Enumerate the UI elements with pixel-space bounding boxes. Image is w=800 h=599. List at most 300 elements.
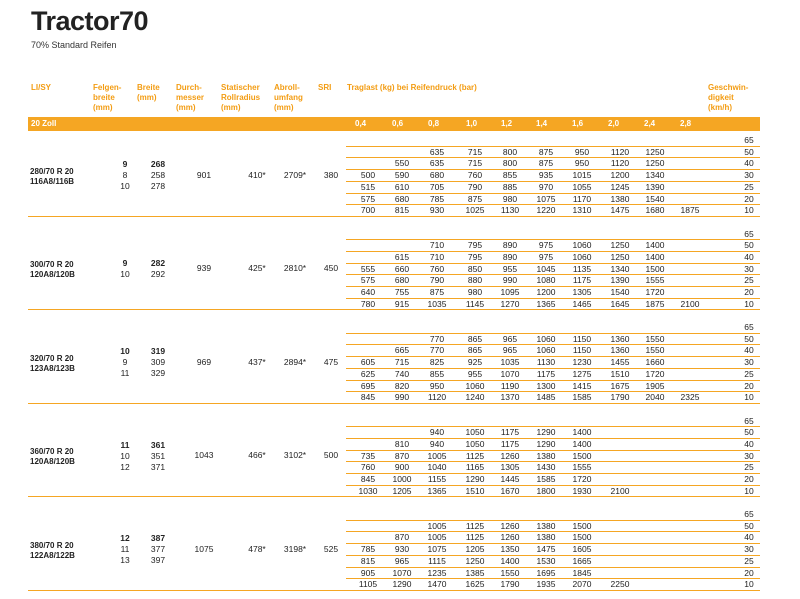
load-cell: 1720 <box>645 287 665 297</box>
header-width-line: (mm) <box>137 93 157 102</box>
load-cell: 870 <box>394 532 410 543</box>
header-circumference-line: Abroll- <box>274 83 300 92</box>
load-cell: 1250 <box>610 240 630 251</box>
rim-width-value: 9 <box>122 357 128 368</box>
speed-cell: 65 <box>744 135 754 145</box>
load-cell: 1205 <box>465 544 485 555</box>
speed-cell: 30 <box>744 544 754 555</box>
header-width <box>137 83 160 103</box>
table-row <box>0 321 800 333</box>
load-cell: 605 <box>360 357 376 368</box>
load-cell: 665 <box>394 345 410 356</box>
load-cell: 2250 <box>610 579 630 590</box>
load-cell: 1120 <box>610 158 630 169</box>
diameter-value: 1043 <box>194 450 214 461</box>
load-cell: 760 <box>467 170 483 181</box>
header-speed <box>708 83 748 113</box>
load-cell: 1720 <box>572 474 592 484</box>
load-cell: 1465 <box>572 298 592 309</box>
speed-cell: 10 <box>744 485 754 496</box>
load-cell: 1240 <box>465 392 485 403</box>
load-cell: 1235 <box>427 567 447 578</box>
load-cell: 2325 <box>680 392 700 403</box>
load-cell: 1390 <box>610 275 630 286</box>
load-cell: 1445 <box>500 474 520 484</box>
load-cell: 755 <box>394 287 410 297</box>
load-cell: 1290 <box>465 474 485 484</box>
pressure-label: 1,2 <box>501 119 513 128</box>
header-diameter-line: (mm) <box>176 103 196 112</box>
section-width-value: 319 <box>150 346 166 357</box>
tyre-size-line: 320/70 R 20 <box>30 353 74 363</box>
load-cell: 1350 <box>500 544 520 555</box>
load-cell: 1670 <box>500 485 520 496</box>
speed-cell: 20 <box>744 380 754 391</box>
speed-cell: 25 <box>744 462 754 473</box>
load-cell: 1125 <box>465 532 485 543</box>
rim-width-values <box>112 159 138 192</box>
load-cell: 865 <box>467 333 483 344</box>
load-cell: 1030 <box>358 485 378 496</box>
section-width-value: 258 <box>150 170 166 181</box>
speed-cell: 10 <box>744 392 754 403</box>
section-width-value: 329 <box>150 368 166 379</box>
page-title: Tractor70 <box>31 6 149 36</box>
header-diameter-line: Durch- <box>176 83 202 92</box>
load-cell: 1035 <box>427 298 447 309</box>
load-cell: 555 <box>360 263 376 274</box>
sri-value: 380 <box>323 169 339 180</box>
speed-cell: 50 <box>744 520 754 531</box>
load-cell: 1200 <box>536 287 556 297</box>
header-radius-line: Rollradius <box>221 93 261 102</box>
load-cell: 710 <box>429 240 445 251</box>
load-cell: 785 <box>360 544 376 555</box>
speed-cell: 25 <box>744 275 754 286</box>
speed-cell: 50 <box>744 333 754 344</box>
circumference-value: 2709* <box>283 169 307 180</box>
radius-value: 410* <box>248 169 266 180</box>
sri-value: 500 <box>323 450 339 461</box>
pressure-label: 2,8 <box>680 119 692 128</box>
load-cell: 780 <box>360 298 376 309</box>
speed-cell: 30 <box>744 263 754 274</box>
load-cell: 1380 <box>536 532 556 543</box>
load-cell: 1500 <box>645 263 665 274</box>
load-cell: 1220 <box>536 205 556 216</box>
load-cell: 1120 <box>610 146 630 157</box>
load-cell: 955 <box>467 368 483 379</box>
table-row <box>0 473 800 485</box>
load-cell: 930 <box>429 205 445 216</box>
load-cell: 1105 <box>358 579 378 590</box>
speed-cell: 65 <box>744 509 754 519</box>
load-cell: 735 <box>360 450 376 461</box>
load-cell: 1000 <box>392 474 412 484</box>
speed-cell: 20 <box>744 474 754 484</box>
load-cell: 1400 <box>572 427 592 438</box>
load-cell: 1120 <box>427 392 447 403</box>
speed-cell: 30 <box>744 170 754 181</box>
load-cell: 870 <box>394 450 410 461</box>
load-cell: 1585 <box>536 474 556 484</box>
load-cell: 1060 <box>572 251 592 262</box>
table-row <box>0 298 800 310</box>
rim-width-value: 10 <box>120 450 130 461</box>
table-row <box>0 415 800 427</box>
load-cell: 1510 <box>465 485 485 496</box>
speed-cell: 40 <box>744 345 754 356</box>
load-cell: 1475 <box>610 205 630 216</box>
load-cell: 880 <box>467 275 483 286</box>
load-cell: 1075 <box>427 544 447 555</box>
load-cell: 515 <box>360 181 376 192</box>
load-cell: 1360 <box>610 345 630 356</box>
tyre-size-line: 120A8/120B <box>30 270 75 280</box>
load-cell: 1250 <box>645 146 665 157</box>
tyre-size-line: 380/70 R 20 <box>30 540 74 550</box>
load-cell: 1370 <box>500 392 520 403</box>
load-cell: 1175 <box>572 275 592 286</box>
tyre-size <box>30 354 100 374</box>
speed-cell: 65 <box>744 228 754 239</box>
speed-cell: 10 <box>744 298 754 309</box>
header-diameter-line: messer <box>176 93 205 102</box>
section-width-value: 278 <box>150 181 166 192</box>
load-cell: 1025 <box>465 205 485 216</box>
load-cell: 1340 <box>610 263 630 274</box>
load-cell: 1385 <box>465 567 485 578</box>
load-cell: 1075 <box>536 193 556 204</box>
section-width-value: 351 <box>150 450 166 461</box>
table-row <box>0 228 800 240</box>
header-rim <box>93 83 121 113</box>
load-cell: 845 <box>360 392 376 403</box>
table-row <box>0 333 800 345</box>
tyre-size-line: 122A8/122B <box>30 550 75 560</box>
load-cell: 825 <box>429 357 445 368</box>
table-row <box>0 508 800 520</box>
load-cell: 1060 <box>572 240 592 251</box>
load-cell: 900 <box>394 462 410 473</box>
load-cell: 575 <box>360 275 376 286</box>
load-cell: 1530 <box>536 555 556 566</box>
load-cell: 1060 <box>465 380 485 391</box>
load-cell: 935 <box>538 170 554 181</box>
load-cell: 1550 <box>645 333 665 344</box>
section-width-value: 361 <box>150 439 166 450</box>
load-cell: 930 <box>394 544 410 555</box>
load-cell: 1430 <box>536 462 556 473</box>
tyre-size-line: 360/70 R 20 <box>30 447 74 457</box>
tyre-size <box>30 541 100 561</box>
radius-value: 466* <box>248 450 266 461</box>
speed-cell: 25 <box>744 555 754 566</box>
load-cell: 1060 <box>536 345 556 356</box>
radius-value: 425* <box>248 263 266 274</box>
load-cell: 1275 <box>572 368 592 379</box>
load-cell: 1400 <box>500 555 520 566</box>
table-row <box>0 380 800 392</box>
load-cell: 2040 <box>645 392 665 403</box>
load-cell: 1115 <box>428 555 446 566</box>
load-cell: 1270 <box>500 298 520 309</box>
load-cell: 635 <box>429 146 445 157</box>
load-cell: 990 <box>502 275 518 286</box>
load-cell: 700 <box>360 205 376 216</box>
speed-cell: 10 <box>744 579 754 590</box>
load-cell: 1130 <box>500 205 520 216</box>
pressure-label: 1,0 <box>466 119 478 128</box>
load-cell: 1875 <box>680 205 700 216</box>
header-rim-line: Felgen- <box>93 83 122 92</box>
rim-width-value: 9 <box>122 159 128 170</box>
load-cell: 875 <box>538 158 554 169</box>
diameter-value: 1075 <box>194 543 214 554</box>
pressure-label: 0,8 <box>428 119 440 128</box>
table-row <box>0 286 800 298</box>
load-cell: 1875 <box>645 298 665 309</box>
load-cell: 890 <box>502 251 518 262</box>
load-cell: 1080 <box>536 275 556 286</box>
section-width-value: 268 <box>150 159 166 170</box>
speed-cell: 65 <box>744 322 754 332</box>
load-cell: 680 <box>394 193 410 204</box>
load-cell: 1380 <box>610 193 630 204</box>
header-diameter <box>176 83 204 113</box>
tyre-size <box>30 447 100 467</box>
speed-cell: 40 <box>744 438 754 449</box>
load-cell: 1070 <box>500 368 520 379</box>
table-row <box>0 204 800 216</box>
load-cell: 1695 <box>536 567 556 578</box>
rim-width-values <box>112 533 138 566</box>
load-cell: 1125 <box>465 520 485 531</box>
load-cell: 1155 <box>427 474 447 484</box>
sri-value: 450 <box>323 263 339 274</box>
rim-width-value: 11 <box>120 368 130 379</box>
header-speed-line: digkeit <box>708 93 734 102</box>
load-cell: 550 <box>394 158 410 169</box>
load-cell: 1060 <box>536 333 556 344</box>
load-cell: 1190 <box>500 380 520 391</box>
pressure-label: 0,4 <box>355 119 367 128</box>
header-speed-line: Geschwin- <box>708 83 749 92</box>
rim-width-value: 8 <box>122 170 128 181</box>
load-cell: 795 <box>467 240 483 251</box>
load-cell: 1040 <box>427 462 447 473</box>
load-cell: 965 <box>502 345 518 356</box>
load-cell: 965 <box>394 555 410 566</box>
load-cell: 660 <box>394 263 410 274</box>
speed-cell: 30 <box>744 450 754 461</box>
load-cell: 1055 <box>572 181 592 192</box>
speed-cell: 40 <box>744 532 754 543</box>
load-cell: 2100 <box>610 485 630 496</box>
load-cell: 710 <box>429 251 445 262</box>
speed-cell: 25 <box>744 181 754 192</box>
load-cell: 1305 <box>572 287 592 297</box>
load-cell: 1625 <box>465 579 485 590</box>
table-row <box>0 567 800 579</box>
load-cell: 1380 <box>536 520 556 531</box>
load-cell: 885 <box>502 181 518 192</box>
rim-width-value: 11 <box>120 544 130 555</box>
sri-value: 475 <box>323 356 339 367</box>
rim-width-value: 9 <box>122 258 128 269</box>
load-cell: 615 <box>394 251 410 262</box>
load-cell: 500 <box>360 170 376 181</box>
table-row <box>0 391 800 403</box>
table-row <box>0 193 800 205</box>
load-cell: 1260 <box>500 520 520 531</box>
load-cell: 1005 <box>427 532 447 543</box>
load-cell: 1800 <box>536 485 556 496</box>
load-cell: 1540 <box>610 287 630 297</box>
circumference-value: 3102* <box>283 450 307 461</box>
load-cell: 1050 <box>465 427 485 438</box>
load-cell: 1645 <box>610 298 630 309</box>
load-cell: 905 <box>360 567 376 578</box>
load-cell: 1415 <box>572 380 592 391</box>
load-cell: 1205 <box>392 485 412 496</box>
load-cell: 740 <box>394 368 410 379</box>
load-cell: 875 <box>538 146 554 157</box>
load-cell: 680 <box>429 170 445 181</box>
speed-cell: 20 <box>744 567 754 578</box>
load-cell: 1360 <box>610 333 630 344</box>
header-radius-line: Statischer <box>221 83 260 92</box>
rim-size-label: 20 Zoll <box>31 119 57 128</box>
load-cell: 1290 <box>536 427 556 438</box>
load-cell: 1175 <box>500 438 520 449</box>
load-cell: 1365 <box>536 298 556 309</box>
load-cell: 1400 <box>645 251 665 262</box>
load-cell: 1555 <box>645 275 665 286</box>
header-circumference <box>274 83 303 113</box>
section-width-values <box>143 258 173 280</box>
rim-width-value: 11 <box>120 439 130 450</box>
radius-value: 437* <box>248 356 266 367</box>
load-cell: 820 <box>394 380 410 391</box>
load-cell: 1605 <box>572 544 592 555</box>
load-cell: 770 <box>429 333 445 344</box>
table-row <box>0 426 800 438</box>
speed-cell: 50 <box>744 146 754 157</box>
load-cell: 1170 <box>572 193 592 204</box>
load-cell: 1380 <box>536 450 556 461</box>
pressure-label: 2,4 <box>644 119 656 128</box>
load-cell: 1260 <box>500 532 520 543</box>
speed-cell: 40 <box>744 158 754 169</box>
load-cell: 1260 <box>500 450 520 461</box>
load-cell: 990 <box>394 392 410 403</box>
table-row <box>0 146 800 158</box>
load-cell: 695 <box>360 380 376 391</box>
load-cell: 955 <box>502 263 518 274</box>
diameter-value: 901 <box>196 169 212 180</box>
load-cell: 850 <box>467 263 483 274</box>
load-cell: 875 <box>429 287 445 297</box>
load-cell: 2100 <box>680 298 700 309</box>
load-cell: 1175 <box>536 368 556 379</box>
speed-cell: 30 <box>744 357 754 368</box>
load-cell: 715 <box>394 357 410 368</box>
load-cell: 1500 <box>572 532 592 543</box>
load-cell: 760 <box>360 462 376 473</box>
load-cell: 2070 <box>572 579 592 590</box>
load-cell: 790 <box>467 181 483 192</box>
load-cell: 1845 <box>572 567 592 578</box>
speed-cell: 10 <box>744 205 754 216</box>
load-cell: 1555 <box>572 462 592 473</box>
load-cell: 790 <box>429 275 445 286</box>
section-width-values <box>143 159 173 192</box>
section-width-value: 377 <box>150 544 166 555</box>
rim-width-value: 12 <box>120 533 130 544</box>
load-cell: 980 <box>502 193 518 204</box>
load-cell: 865 <box>467 345 483 356</box>
load-cell: 575 <box>360 193 376 204</box>
load-cell: 1790 <box>610 392 630 403</box>
load-cell: 970 <box>538 181 554 192</box>
load-cell: 1665 <box>572 555 592 566</box>
tyre-size <box>30 260 100 280</box>
circumference-value: 2894* <box>283 356 307 367</box>
load-cell: 1455 <box>610 357 630 368</box>
pressure-label: 1,4 <box>536 119 548 128</box>
table-row <box>0 134 800 146</box>
load-cell: 1250 <box>645 158 665 169</box>
load-cell: 940 <box>429 427 445 438</box>
rim-width-value: 10 <box>120 269 130 280</box>
header-width-line: Breite <box>137 83 160 92</box>
load-cell: 855 <box>429 368 445 379</box>
load-cell: 1930 <box>572 485 592 496</box>
header-circumference-line: umfang <box>274 93 303 102</box>
load-cell: 980 <box>467 287 483 297</box>
header-rim-line: (mm) <box>93 103 113 112</box>
load-cell: 1035 <box>500 357 520 368</box>
circumference-value: 3198* <box>283 543 307 554</box>
load-cell: 1230 <box>572 357 592 368</box>
load-cell: 965 <box>502 333 518 344</box>
header-sri: SRI <box>318 83 332 92</box>
load-cell: 1250 <box>610 251 630 262</box>
load-cell: 925 <box>467 357 483 368</box>
load-cell: 940 <box>429 438 445 449</box>
load-cell: 1390 <box>645 181 665 192</box>
section-width-value: 387 <box>150 533 166 544</box>
load-cell: 1470 <box>427 579 447 590</box>
load-cell: 1475 <box>536 544 556 555</box>
table-row <box>0 520 800 532</box>
header-rim-line: breite <box>93 93 115 102</box>
load-cell: 845 <box>360 474 376 484</box>
speed-cell: 50 <box>744 427 754 438</box>
load-cell: 1175 <box>500 427 520 438</box>
pressure-label: 1,6 <box>572 119 584 128</box>
load-cell: 1905 <box>645 380 665 391</box>
load-cell: 1095 <box>500 287 520 297</box>
load-cell: 950 <box>574 158 590 169</box>
load-cell: 1300 <box>536 380 556 391</box>
load-cell: 800 <box>502 146 518 157</box>
load-cell: 635 <box>429 158 445 169</box>
load-cell: 1130 <box>536 357 556 368</box>
load-cell: 590 <box>394 170 410 181</box>
load-cell: 1135 <box>572 263 592 274</box>
